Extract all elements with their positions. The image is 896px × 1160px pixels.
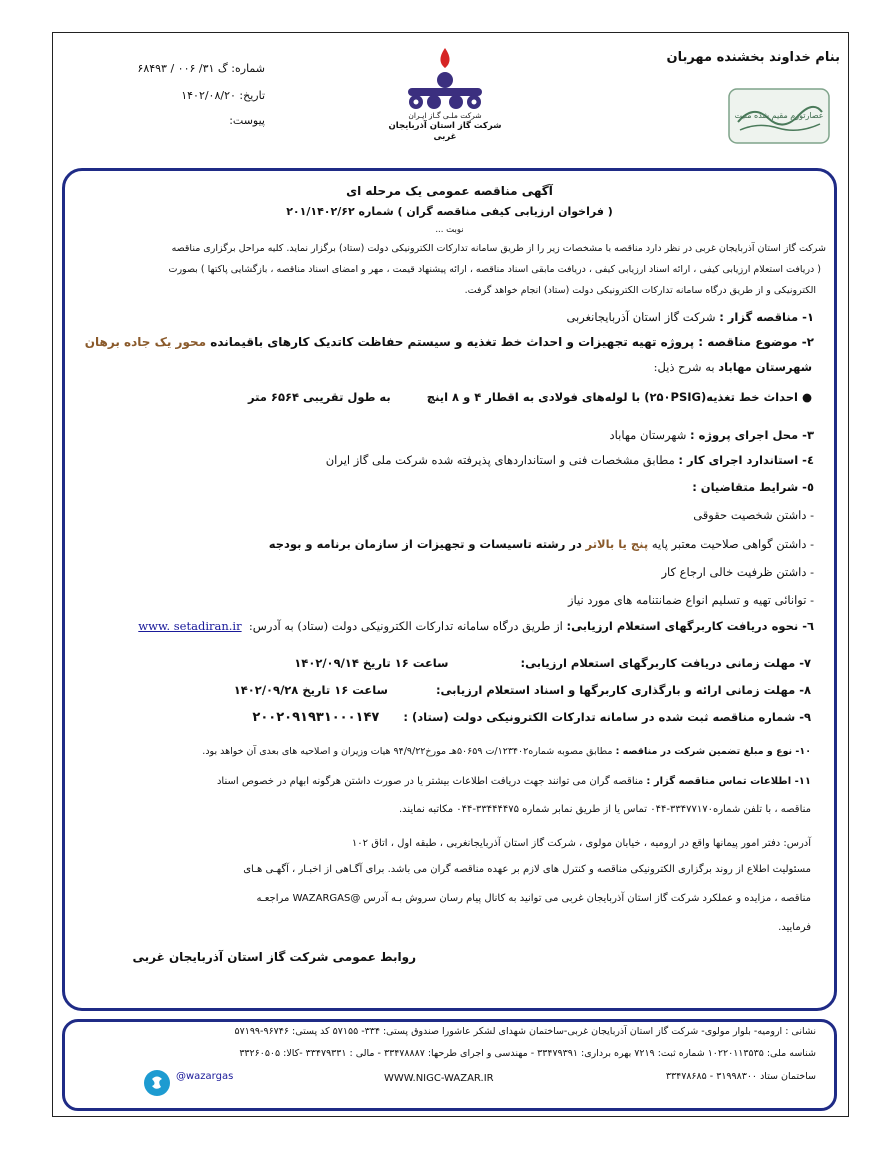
notice-title: آگهی مناقصه عمومی یک مرحله ای <box>346 184 553 198</box>
footer-hq: ساختمان ستاد ۳۱۹۹۸۳۰۰ - ۳۳۴۷۸۶۸۵ <box>665 1071 816 1082</box>
signature: روابط عمومی شرکت گاز استان آذربایجان غربی <box>132 950 416 964</box>
condition-1: - داشتن شخصیت حقوقی <box>693 508 814 522</box>
calligraphy-seal <box>728 88 830 144</box>
company-name-fa: شرکت ملـی گـاز ایـران <box>408 111 482 120</box>
company-name <box>380 110 510 143</box>
condition-4: - توانائی تهیه و تسلیم انواع ضمانتنامه های مورد نیاز <box>567 593 814 607</box>
item-subject: ۲- موضوع مناقصه : پروژه تهیه تجهیزات و احداث خط تغذیه و سیستم حفاظت کاتدیک کارهای باقیمانده محور یک جاده برهان <box>84 335 814 349</box>
letter-attachment: پیوست: <box>229 114 265 127</box>
footer-website[interactable]: WWW.NIGC-WAZAR.IR <box>384 1073 494 1084</box>
address-line-1: آدرس: دفتر امور پیمانها واقع در ارومیه ، خیابان مولوی ، شرکت گاز استان آذربایجانغربی ، طبقه اول ، اتاق ۱۰۲ <box>351 838 811 849</box>
notice-subtitle: ( فراخوان ارزیابی کیفی مناقصه گران ) شماره ۲۰۱/۱۴۰۲/۶۲ <box>286 205 613 218</box>
intro-line-3: الکترونیکی و از طریق درگاه سامانه تدارکات الکترونیکی دولت (ستاد) انجام خواهد گرفت. <box>464 285 816 296</box>
item-contact: ۱۱- اطلاعات تماس مناقصه گزار : مناقصه گران می توانند جهت دریافت اطلاعات بیشتر یا در صورت داشتن هرگونه ابهام در خصوص اسناد <box>216 776 811 787</box>
item-guarantee: ۱۰- نوع و مبلغ تضمین شرکت در مناقصه : مطابق مصوبه شماره۱۲۳۴۰۲/ت ۵۰۶۵۹هـ مورخ۹۴/۹/۲۲ هیات وزیران و اصلاحیه های بعدی آن خواهد بود. <box>202 746 811 757</box>
company-subname: شرکت گاز استان آذربایجان غربی <box>388 121 502 142</box>
footer-address: نشانی : ارومیه- بلوار مولوی- شرکت گاز استان آذربایجان غربی-ساختمان شهدای لشکر عاشورا صندوق پستی: ۳۳۴- ۵۷۱۵۵ کد پستی: ۹۶۷۴۶-۵۷۱۹۹ <box>234 1026 816 1037</box>
nigc-logo <box>400 44 490 114</box>
footer-handle[interactable]: @wazargas <box>176 1071 234 1082</box>
item-deadline-get: ۷- مهلت زمانی دریافت کاربرگهای استعلام ارزیابی: ساعت ۱۶ تاریخ ۱۴۰۲/۰۹/۱۴ <box>294 656 811 670</box>
footer-ids: شناسه ملی: ۱۰۲۲۰۱۱۳۵۳۵ شماره ثبت: ۷۲۱۹ بهره برداری: ۳۳۴۷۹۳۹۱ - مهندسی و اجرای طرحها: ۳۳۴۷۸۸۸۷ - مالی : ۳۳۴۷۹۳۳۱ -کالا: ۳۳۲۶۰۵۰۵ <box>239 1048 816 1059</box>
item-conditions: ٥- شرایط متقاضیان : <box>692 480 814 494</box>
address-line-3: مناقصه ، مزایده و عملکرد شرکت گاز استان آذربایجان غربی می توانید به کانال پیام رسان سروش بـه آدرس @WAZARGAS مراجعـه <box>256 893 811 904</box>
calligraphy-text: عصارتوزم مقیم شده متیت <box>734 111 824 120</box>
item-tender-number: ۹- شماره مناقصه ثبت شده در سامانه تدارکات الکترونیکی دولت (ستاد) : ۲۰۰۲۰۹۱۹۳۱۰۰۰۱۴۷ <box>252 710 811 725</box>
address-line-4: فرمایید. <box>778 922 811 933</box>
soroush-icon[interactable] <box>142 1068 172 1098</box>
condition-3: - داشتن ظرفیت خالی ارجاع کار <box>661 565 814 579</box>
notice-round: نوبت ... <box>435 225 464 235</box>
item-standard: ٤- استاندارد اجرای کار : مطابق مشخصات فنی و استانداردهای پذیرفته شده شرکت ملی گاز ایران <box>325 453 814 467</box>
item-contact-cont: مناقصه ، با تلفن شماره۳۳۴۷۷۱۷۰-۰۴۴ تماس یا از طریق نمابر شماره ۳۳۴۴۴۴۷۵-۰۴۴ مکاتبه نمایند. <box>398 804 811 815</box>
letter-date: تاریخ: ۱۴۰۲/۰۸/۲۰ <box>181 89 265 102</box>
item-get-forms: ٦- نحوه دریافت کاربرگهای استعلام ارزیابی: از طریق درگاه سامانه تدارکات الکترونیکی دولت (ستاد) به آدرس: www. setadiran.ir <box>138 619 814 633</box>
setadiran-link[interactable]: www. setadiran.ir <box>138 619 242 633</box>
item-deadline-submit: ۸- مهلت زمانی ارائه و بارگذاری کاربرگها و اسناد استعلام ارزیابی: ساعت ۱۶ تاریخ ۱۴۰۲/۰۹/۲۸ <box>233 683 811 697</box>
intro-line-2: ( دریافت استعلام ارزیابی کیفی ، ارائه اسناد ارزیابی کیفی ، دریافت مابقی اسناد مناقصه ، ارائه پیشنهاد قیمت ، مهر و امضای اسناد مناقصه ، بازگشایی پاکتها ) بصورت <box>168 264 821 275</box>
item-subject-cont: شهرستان مهاباد به شرح ذیل: <box>653 360 812 374</box>
letter-number: شماره: گ ۳۱/ ۰۰۶ / ۶۸۴۹۳ <box>137 62 265 75</box>
address-line-2: مسئولیت اطلاع از روند برگزاری الکترونیکی مناقصه و کنترل های لازم بر عهده مناقصه گران می باشد. برای آگـاهی از اخبـار ، آگهـی هـای <box>243 864 811 875</box>
item-tenderer: ۱- مناقصه گزار : شرکت گاز استان آذربایجانغربی <box>566 310 814 324</box>
intro-line-1: شرکت گاز استان آذربایجان غربی در نظر دارد مناقصه با مشخصات زیر را از طریق سامانه تدارکات الکترونیکی دولت (ستاد) برگزار نماید. کلیه مراحل برگزاری مناقصه <box>171 243 826 254</box>
item-bullet: ● احداث خط تغذیه(۲۵۰PSIG) با لوله‌های فولادی به اقطار ۴ و ۸ اینچ به طول تقریبی ۶۵۶۴ متر <box>247 390 812 404</box>
basmala-heading: بنام خداوند بخشنده مهربان <box>666 50 840 65</box>
item-location: ۳- محل اجرای پروژه : شهرستان مهاباد <box>609 428 814 442</box>
condition-2: - داشتن گواهی صلاحیت معتبر پایه پنج یا بالاتر در رشته تاسیسات و تجهیزات از سازمان برنامه و بودجه <box>268 537 814 551</box>
